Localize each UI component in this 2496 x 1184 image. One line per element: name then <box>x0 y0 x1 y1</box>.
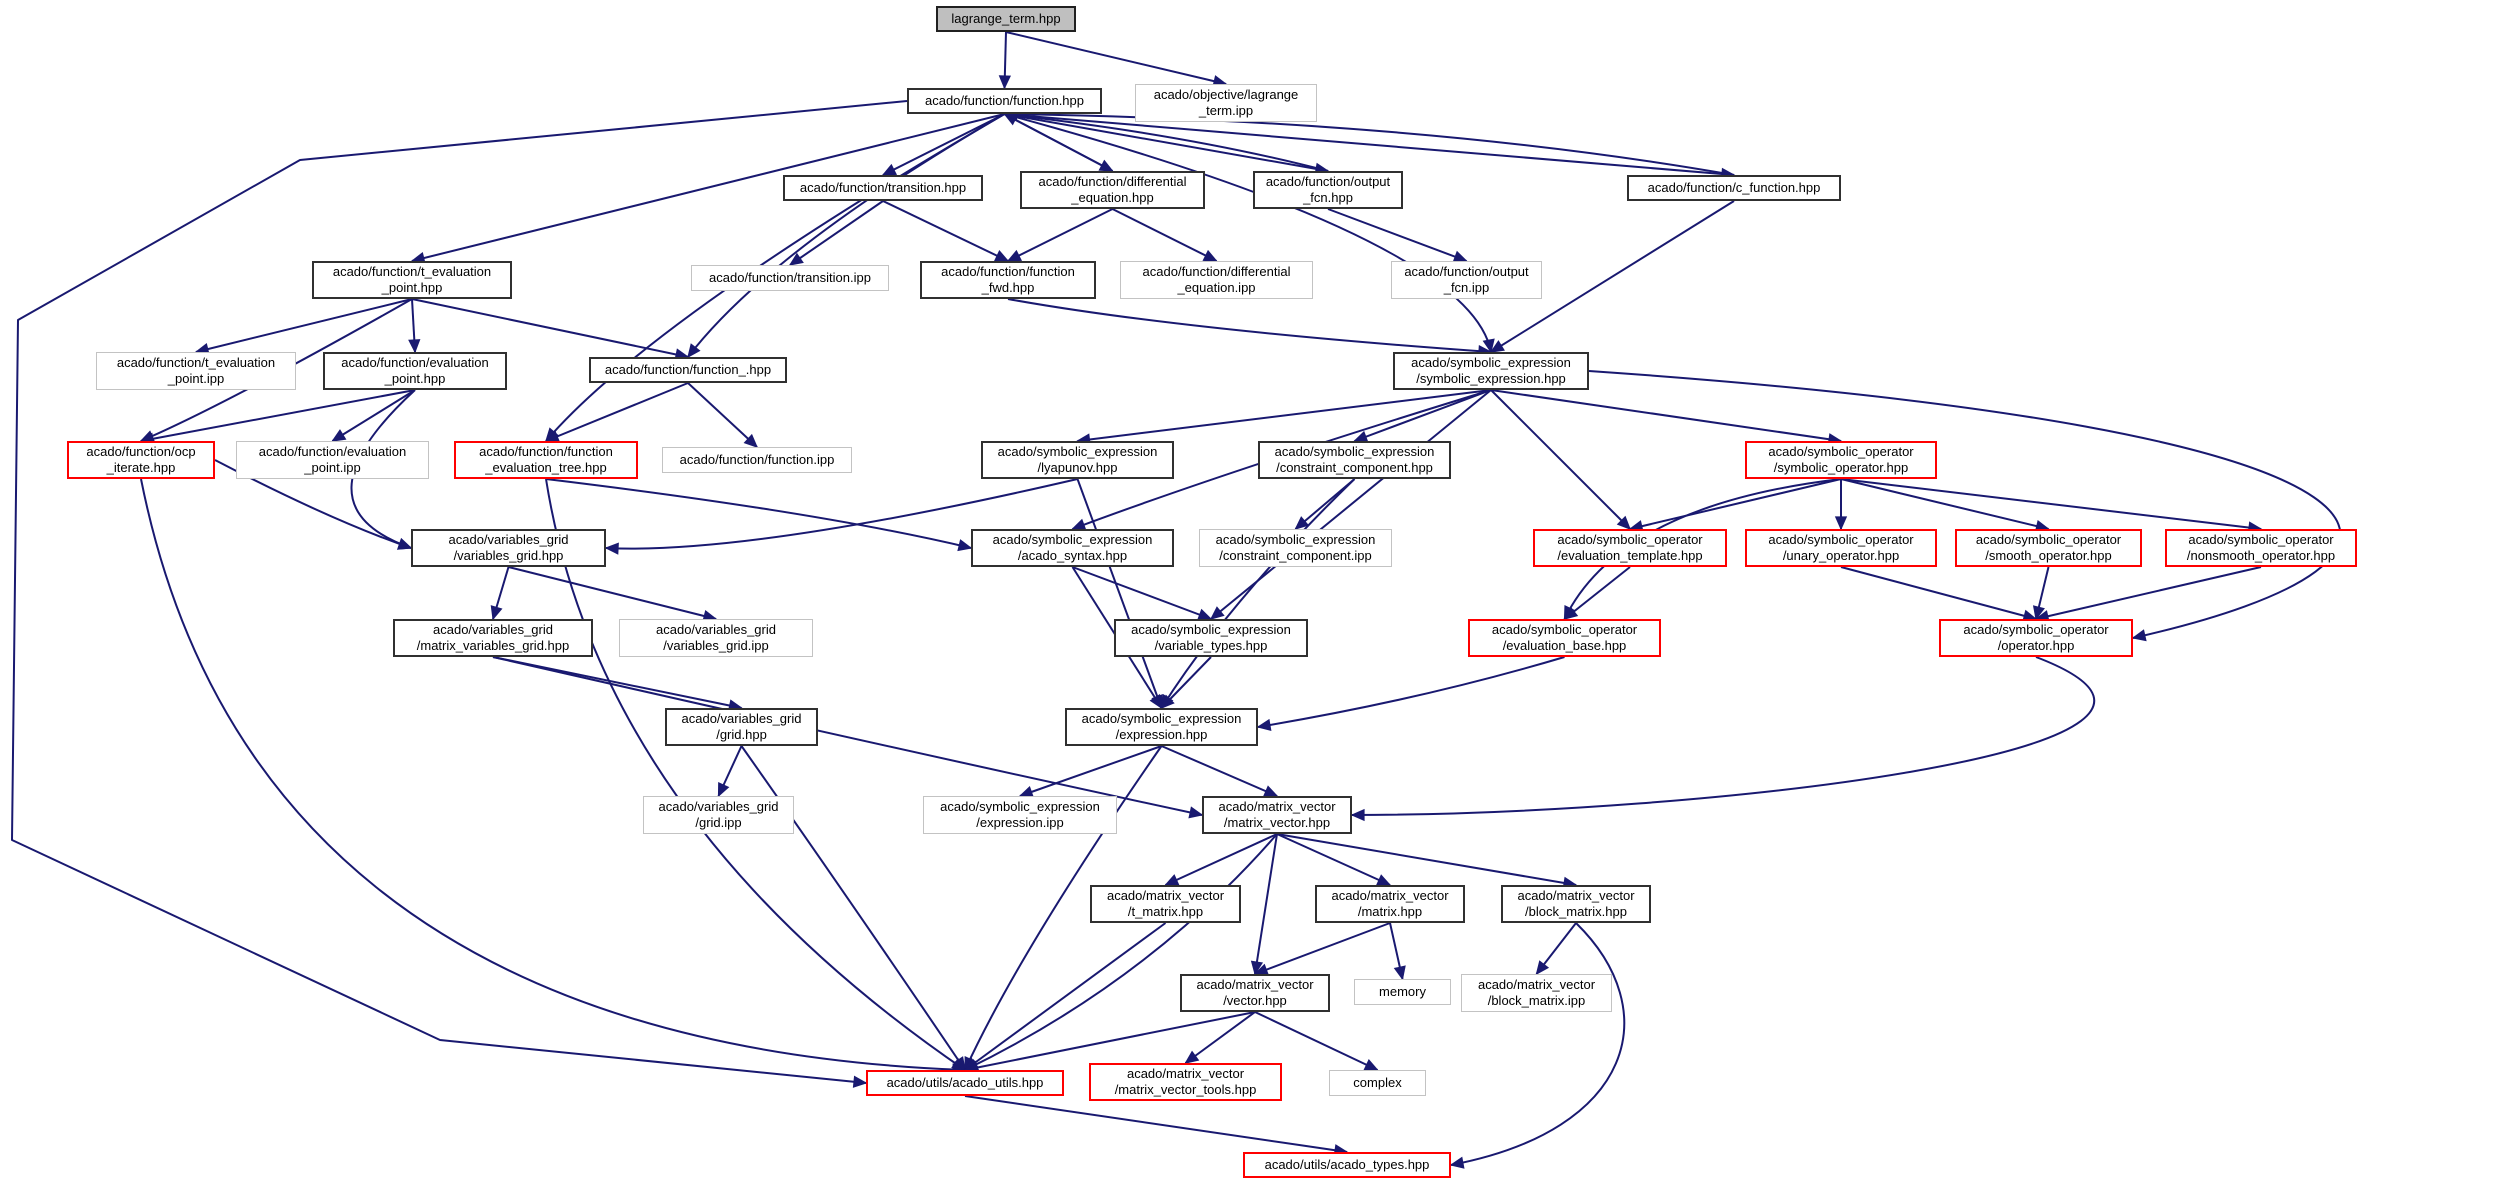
node-label-line: acado/matrix_vector <box>1477 977 1596 992</box>
node-label-line: acado/utils/acado_types.hpp <box>1264 1157 1430 1172</box>
node-tools[interactable] <box>1089 1063 1282 1101</box>
node-label-line: acado/symbolic_expression <box>1131 622 1291 637</box>
node-vec[interactable] <box>1180 974 1330 1012</box>
node-label-line: acado/variables_grid <box>658 799 779 814</box>
node-mv[interactable] <box>1202 796 1352 834</box>
node-output_hpp[interactable] <box>1253 171 1403 209</box>
node-label-line: acado/symbolic_expression <box>1081 711 1242 726</box>
node-label-line: /operator.hpp <box>1997 638 2075 653</box>
node-label-line: acado/function/function_.hpp <box>604 362 772 377</box>
node-label-line: /acado_syntax.hpp <box>1017 548 1128 563</box>
node-label-line: acado/function/output <box>1265 174 1391 189</box>
node-label-line: acado/function/differential <box>1038 174 1187 189</box>
node-label-line: _fcn.hpp <box>1303 190 1353 205</box>
node-label-line: /t_matrix.hpp <box>1127 904 1204 919</box>
node-types[interactable] <box>1243 1152 1451 1178</box>
node-expr_ipp[interactable] <box>923 796 1117 834</box>
node-label-line: /smooth_operator.hpp <box>1985 548 2112 563</box>
node-label-line: acado/variables_grid <box>448 532 569 547</box>
node-label-line: acado/matrix_vector <box>1517 888 1635 903</box>
node-label-line: acado/function/evaluation <box>258 444 407 459</box>
node-mvgrid[interactable] <box>393 619 593 657</box>
node-label-line: acado/symbolic_expression <box>1274 444 1435 459</box>
node-expr[interactable] <box>1065 708 1258 746</box>
node-label-line: acado/symbolic_operator <box>1491 622 1638 637</box>
node-utils[interactable] <box>866 1070 1064 1096</box>
node-grid[interactable] <box>665 708 818 746</box>
node-bmat[interactable] <box>1501 885 1651 923</box>
node-label-line: complex <box>1353 1075 1402 1090</box>
node-label-line: acado/symbolic_operator <box>1975 532 2122 547</box>
node-bmat_ipp[interactable] <box>1461 974 1612 1012</box>
node-evalpt_hpp[interactable] <box>323 352 507 390</box>
node-mat[interactable] <box>1315 885 1465 923</box>
node-complex[interactable] <box>1329 1070 1426 1096</box>
node-label-line: /grid.ipp <box>695 815 742 830</box>
node-label-line: _fwd.hpp <box>981 280 1035 295</box>
node-vtypes[interactable] <box>1114 619 1308 657</box>
node-teval_hpp[interactable] <box>312 261 512 299</box>
node-ocp[interactable] <box>67 441 215 479</box>
node-label-line: acado/utils/acado_utils.hpp <box>886 1075 1044 1090</box>
node-smooth[interactable] <box>1955 529 2142 567</box>
node-label-line: acado/function/function.hpp <box>924 93 1084 108</box>
node-label-line: /matrix.hpp <box>1357 904 1423 919</box>
node-label-line: memory <box>1379 984 1426 999</box>
node-label-line: acado/function/output <box>1404 264 1529 279</box>
node-label-line: acado/matrix_vector <box>1331 888 1449 903</box>
node-label-line: _point.hpp <box>384 371 446 386</box>
node-label-line: /evaluation_template.hpp <box>1557 548 1703 563</box>
node-label-line: /block_matrix.ipp <box>1487 993 1586 1008</box>
node-operator[interactable] <box>1939 619 2133 657</box>
node-transition_hpp[interactable] <box>783 175 983 201</box>
node-label-line: _iterate.hpp <box>106 460 176 475</box>
node-diffeq_hpp[interactable] <box>1020 171 1205 209</box>
node-label-line: _point.hpp <box>381 280 443 295</box>
node-transition_ipp[interactable] <box>691 265 889 291</box>
node-label-line: acado/variables_grid <box>656 622 776 637</box>
node-label-line: acado/symbolic_operator <box>1768 444 1914 459</box>
node-syntax[interactable] <box>971 529 1174 567</box>
node-fip[interactable] <box>662 447 852 473</box>
node-label-line: acado/function/c_function.hpp <box>1647 180 1821 195</box>
node-label-line: /expression.ipp <box>976 815 1064 830</box>
node-fet[interactable] <box>454 441 638 479</box>
node-diffeq_ipp[interactable] <box>1120 261 1313 299</box>
node-label-line: _equation.ipp <box>1177 280 1256 295</box>
node-label-line: /constraint_component.hpp <box>1276 460 1433 475</box>
node-label-line: acado/function/evaluation <box>341 355 489 370</box>
node-tmat[interactable] <box>1090 885 1241 923</box>
node-evalbase[interactable] <box>1468 619 1661 657</box>
node-label-line: /grid.hpp <box>716 727 767 742</box>
node-label-line: acado/variables_grid <box>433 622 553 637</box>
node-label-line: acado/function/function <box>479 444 613 459</box>
node-label-line: acado/function/t_evaluation <box>332 264 492 279</box>
node-label-line: _point.ipp <box>167 371 225 386</box>
node-label-line: acado/variables_grid <box>681 711 802 726</box>
node-vgrid_ipp[interactable] <box>619 619 813 657</box>
node-label-line: acado/matrix_vector <box>1126 1066 1245 1081</box>
node-label-line: acado/symbolic_operator <box>1963 622 2109 637</box>
node-label-line: acado/symbolic_operator <box>1768 532 1914 547</box>
node-label-line: /variables_grid.hpp <box>453 548 564 563</box>
node-label-line: acado/symbolic_expression <box>1215 532 1376 547</box>
node-label-line: /expression.hpp <box>1115 727 1208 742</box>
node-label-line: /matrix_variables_grid.hpp <box>416 638 570 653</box>
node-label-line: acado/function/transition.hpp <box>799 180 967 195</box>
node-label-line: /nonsmooth_operator.hpp <box>2186 548 2336 563</box>
node-symop[interactable] <box>1745 441 1937 479</box>
node-label-line: /unary_operator.hpp <box>1782 548 1900 563</box>
node-label-line: /variables_grid.ipp <box>663 638 769 653</box>
node-symexp[interactable] <box>1393 352 1589 390</box>
node-label-line: acado/objective/lagrange <box>1153 87 1299 102</box>
node-label-line: acado/symbolic_operator <box>2188 532 2334 547</box>
node-nonsmooth[interactable] <box>2165 529 2357 567</box>
node-label-line: _term.ipp <box>1198 103 1254 118</box>
node-label-line: /block_matrix.hpp <box>1525 904 1627 919</box>
node-label-line: acado/function/function.ipp <box>679 452 835 467</box>
node-label-line: acado/matrix_vector <box>1106 888 1225 903</box>
node-label-line: acado/symbolic_operator <box>1557 532 1703 547</box>
node-label-line: acado/symbolic_expression <box>992 532 1153 547</box>
node-label-line: acado/matrix_vector <box>1218 799 1336 814</box>
node-label-line: acado/symbolic_expression <box>940 799 1100 814</box>
node-label-line: /constraint_component.ipp <box>1219 548 1372 563</box>
node-lyap[interactable] <box>981 441 1174 479</box>
node-output_ipp[interactable] <box>1391 261 1542 299</box>
node-label-line: acado/symbolic_expression <box>1411 355 1571 370</box>
node-label-line: /evaluation_base.hpp <box>1502 638 1627 653</box>
node-evalpt_ipp[interactable] <box>236 441 429 479</box>
node-label-line: acado/function/function <box>941 264 1075 279</box>
node-grid_ipp[interactable] <box>643 796 794 834</box>
node-unary[interactable] <box>1745 529 1937 567</box>
node-mem[interactable] <box>1354 979 1451 1005</box>
node-lagrange_ipp[interactable] <box>1135 84 1317 122</box>
node-cfunction[interactable] <box>1627 175 1841 201</box>
node-ccomp_hpp[interactable] <box>1258 441 1451 479</box>
node-ffwd[interactable] <box>920 261 1096 299</box>
node-label-line: /variable_types.hpp <box>1154 638 1268 653</box>
node-vgrid[interactable] <box>411 529 606 567</box>
node-label-line: lagrange_term.hpp <box>951 11 1061 26</box>
node-label-line: _equation.hpp <box>1071 190 1154 205</box>
node-function_u[interactable] <box>589 357 787 383</box>
node-label-line: acado/matrix_vector <box>1196 977 1314 992</box>
node-label-line: acado/function/t_evaluation <box>116 355 276 370</box>
node-ccomp_ipp[interactable] <box>1199 529 1392 567</box>
node-label-line: /matrix_vector.hpp <box>1223 815 1331 830</box>
node-label-line: acado/symbolic_expression <box>997 444 1158 459</box>
node-label-line: /symbolic_expression.hpp <box>1416 371 1566 386</box>
node-function_hpp[interactable] <box>907 88 1102 114</box>
node-label-line: _evaluation_tree.hpp <box>485 460 607 475</box>
node-evaltpl[interactable] <box>1533 529 1727 567</box>
node-label-line: /lyapunov.hpp <box>1037 460 1118 475</box>
node-teval_ipp[interactable] <box>96 352 296 390</box>
node-label-line: acado/function/transition.ipp <box>709 270 871 285</box>
node-label-line: _point.ipp <box>304 460 361 475</box>
node-label-line: acado/function/ocp <box>86 444 196 459</box>
node-label-line: _fcn.ipp <box>1443 280 1490 295</box>
node-lagrange[interactable] <box>936 6 1076 32</box>
node-label-line: acado/function/differential <box>1142 264 1291 279</box>
node-label-line: /matrix_vector_tools.hpp <box>1114 1082 1257 1097</box>
node-label-line: /vector.hpp <box>1223 993 1287 1008</box>
node-label-line: /symbolic_operator.hpp <box>1773 460 1909 475</box>
